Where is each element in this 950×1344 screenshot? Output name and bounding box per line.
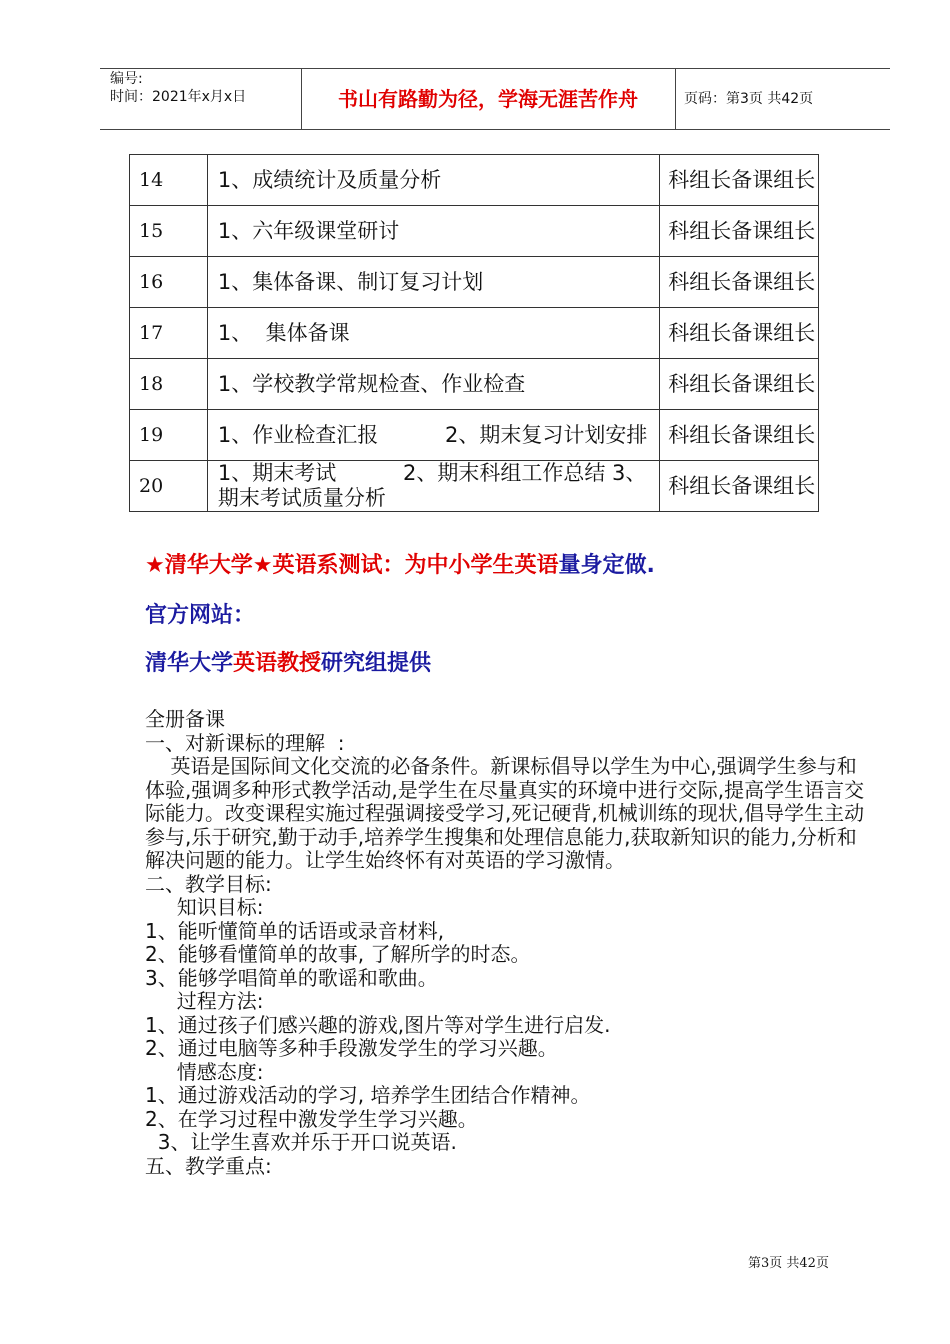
table-row bbox=[130, 206, 819, 257]
task-cell: 1、六年级课堂研讨 bbox=[207, 206, 659, 257]
list-item: 3、让学生喜欢并乐于开口说英语. bbox=[145, 1130, 457, 1154]
week-cell: 16 bbox=[130, 257, 208, 308]
section-heading: 全册备课 bbox=[145, 707, 225, 731]
promo-red-text: ★清华大学★英语系测试：为中小学生英语 bbox=[145, 553, 559, 578]
number-label: 编号: bbox=[110, 71, 143, 87]
task-cell: 1、学校教学常规检查、作业检查 bbox=[207, 359, 659, 410]
section-heading: 一、对新课标的理解 : bbox=[145, 730, 345, 755]
responsible-cell: 科组长备课组长 bbox=[660, 257, 819, 308]
responsible-cell: 科组长备课组长 bbox=[660, 461, 819, 512]
table-row bbox=[130, 410, 819, 461]
time-label: 时间：2021年x月x日 bbox=[110, 89, 247, 105]
section-heading: 二、教学目标: bbox=[145, 871, 272, 896]
promo-line-3 bbox=[145, 646, 431, 677]
lesson-plan-body bbox=[145, 708, 865, 1178]
promo-line-2: 官方网站： bbox=[145, 603, 256, 628]
header-divider bbox=[675, 69, 676, 129]
responsible-cell: 科组长备课组长 bbox=[660, 308, 819, 359]
schedule-table bbox=[129, 154, 819, 512]
page-footer: 第3页 共42页 bbox=[748, 1256, 829, 1271]
page-header bbox=[100, 68, 890, 130]
table-row bbox=[130, 155, 819, 206]
responsible-cell: 科组长备课组长 bbox=[660, 359, 819, 410]
list-item: 2、在学习过程中激发学生学习兴趣。 bbox=[145, 1106, 478, 1131]
list-item: 1、通过孩子们感兴趣的游戏,图片等对学生进行启发. bbox=[145, 1012, 611, 1037]
task-cell: 1、集体备课、制订复习计划 bbox=[207, 257, 659, 308]
list-item: 1、能听懂简单的话语或录音材料, bbox=[145, 918, 445, 943]
responsible-cell: 科组长备课组长 bbox=[660, 155, 819, 206]
table-row bbox=[130, 308, 819, 359]
promo-blue-text: 量身定做. bbox=[558, 553, 655, 578]
table-row bbox=[130, 257, 819, 308]
week-cell: 20 bbox=[130, 461, 208, 512]
responsible-cell: 科组长备课组长 bbox=[660, 206, 819, 257]
week-cell: 15 bbox=[130, 206, 208, 257]
task-cell: 1、作业检查汇报 2、期末复习计划安排 bbox=[207, 410, 659, 461]
promo-text: 清华大学 bbox=[145, 651, 234, 676]
promo-text: 研究组提供 bbox=[321, 651, 432, 676]
promo-line-1 bbox=[145, 548, 655, 579]
task-cell: 1、期末考试 2、期末科组工作总结 3、期末考试质量分析 bbox=[207, 461, 659, 512]
header-meta bbox=[110, 69, 300, 129]
promo-text: 英语教授 bbox=[233, 651, 322, 676]
week-cell: 14 bbox=[130, 155, 208, 206]
list-item: 2、通过电脑等多种手段激发学生的学习兴趣。 bbox=[145, 1036, 558, 1060]
task-cell: 1、 集体备课 bbox=[207, 308, 659, 359]
week-cell: 17 bbox=[130, 308, 208, 359]
header-motto: 书山有路勤为径，学海无涯苦作舟 bbox=[338, 87, 638, 111]
paragraph: 英语是国际间文化交流的必备条件。新课标倡导以学生为中心,强调学生参与和体验,强调多种形式教学活动,是学生在尽量真实的环境中进行交际,提高学生语言交际能力。改变课程实施过程强调接受学习,死记硬背,机械训练的现状,倡导学生主动参与,乐于研究,勤于动手,培养学生搜集和处理信息能力,获取新知识的能力,分析和解决问题的能力。让学生始终怀有对英语的学习激情。 bbox=[145, 754, 865, 872]
responsible-cell: 科组长备课组长 bbox=[660, 410, 819, 461]
week-cell: 19 bbox=[130, 410, 208, 461]
subheading: 情感态度: bbox=[145, 1059, 264, 1084]
table-row bbox=[130, 461, 819, 512]
list-item: 3、能够学唱简单的歌谣和歌曲。 bbox=[145, 965, 438, 990]
subheading: 过程方法: bbox=[145, 989, 264, 1013]
header-page-info: 页码：第3页 共42页 bbox=[684, 91, 814, 107]
week-cell: 18 bbox=[130, 359, 208, 410]
table-row bbox=[130, 359, 819, 410]
section-heading: 五、教学重点: bbox=[145, 1153, 272, 1178]
list-item: 1、通过游戏活动的学习, 培养学生团结合作精神。 bbox=[145, 1083, 591, 1107]
task-cell: 1、成绩统计及质量分析 bbox=[207, 155, 659, 206]
list-item: 2、能够看懂简单的故事, 了解所学的时态。 bbox=[145, 942, 531, 966]
subheading: 知识目标: bbox=[145, 895, 264, 919]
